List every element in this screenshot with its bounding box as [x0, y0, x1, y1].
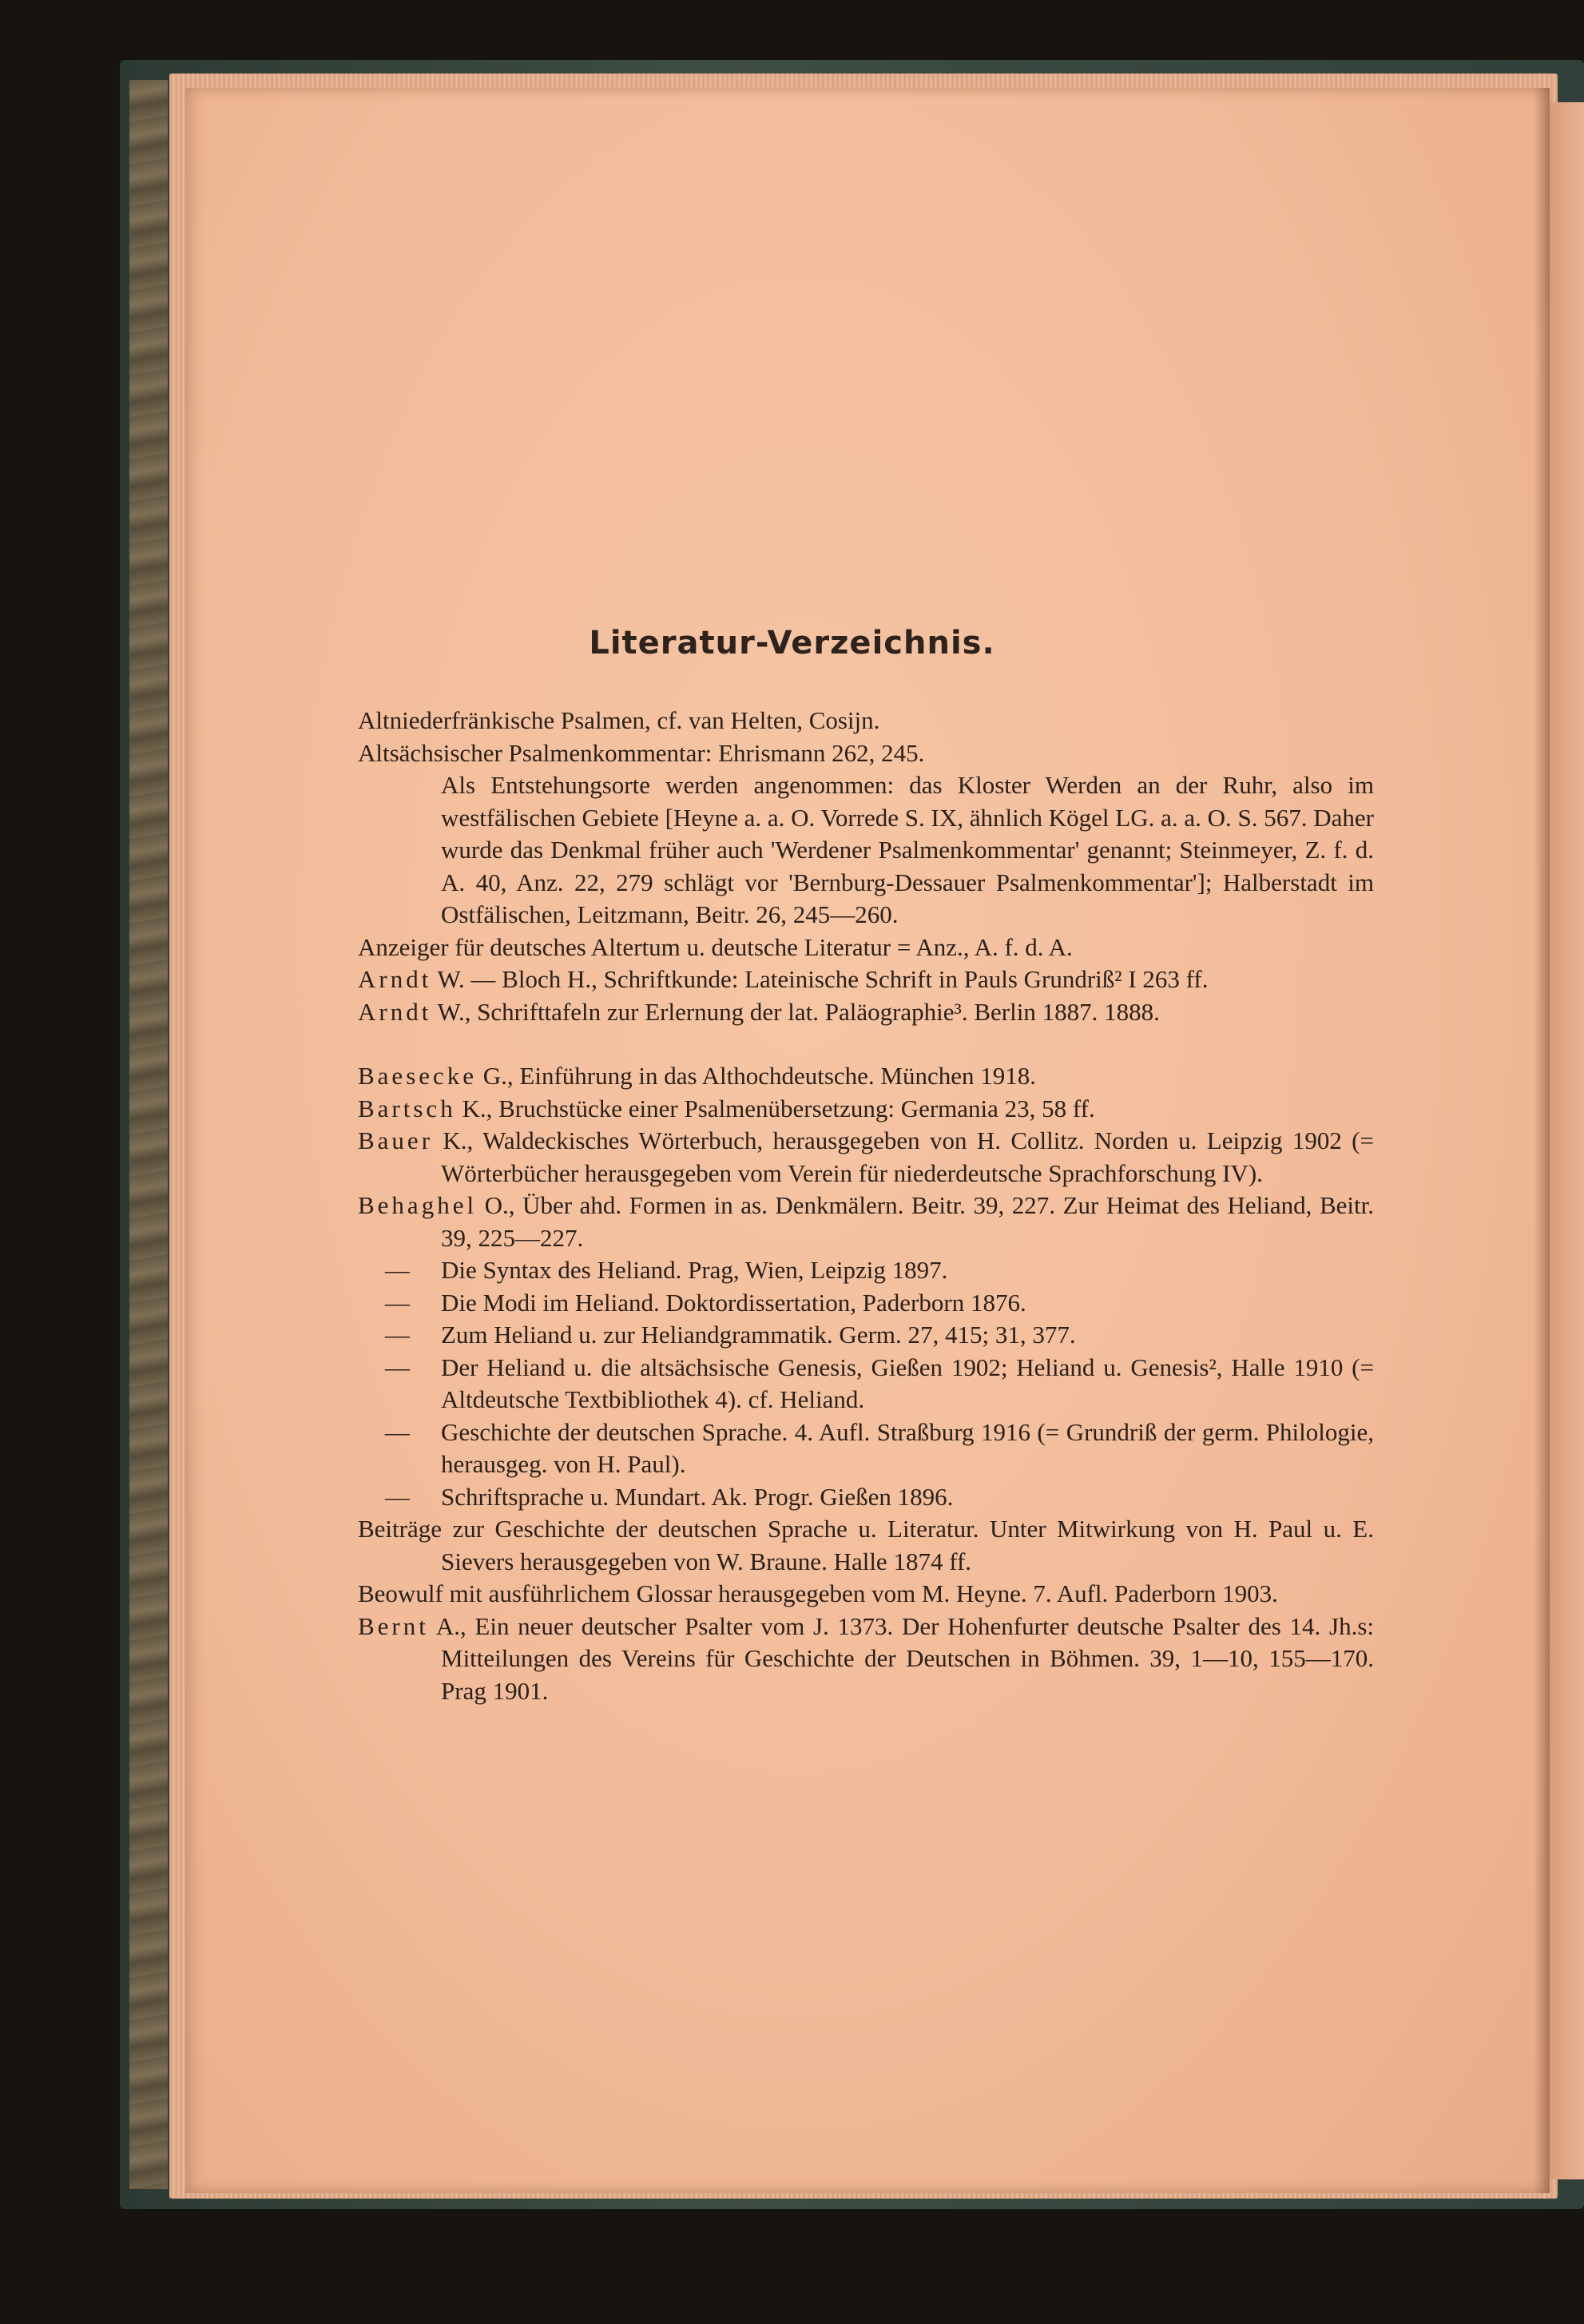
subentry-text: Schriftsprache u. Mundart. Ak. Progr. Gießen 1896. [441, 1482, 954, 1511]
ditto-dash: — [385, 1288, 410, 1317]
bib-entry [358, 1060, 1374, 1093]
bib-entry [358, 963, 1374, 996]
entry-text: A., Ein neuer deutscher Psalter vom J. 1373. Der Hohenfurter deutsche Psalter des 14. Jh.s: Mitteilungen des Vereins für Geschichte der Deutschen in Böhmen. 39, 1—10, 155—170. Prag 1901. [428, 1611, 1374, 1705]
subentry-text: Die Modi im Heliand. Doktordissertation, Paderborn 1876. [441, 1288, 1026, 1317]
bib-entry [358, 1190, 1374, 1254]
entry-text: Altniederfränkische Psalmen, cf. van Helten, Cosijn. [358, 706, 880, 734]
ditto-dash: — [385, 1482, 410, 1511]
entry-text: Beowulf mit ausführlichem Glossar herausgegeben vom M. Heyne. 7. Aufl. Paderborn 1903. [358, 1579, 1278, 1607]
entry-text: K., Waldeckisches Wörterbuch, herausgegeben von H. Collitz. Norden u. Leipzig 1902 (= Wörterbücher herausgegeben vom Verein für niederdeutsche Sprachforschung IV). [433, 1126, 1374, 1187]
gutter-shadow [1534, 88, 1550, 2193]
entry-text: O., Über ahd. Formen in as. Denkmälern. Beitr. 39, 227. Zur Heimat des Heliand, Beitr. 39, 225—227. [441, 1191, 1374, 1252]
bib-subentry [358, 1287, 1374, 1320]
author-name: Baesecke [358, 1062, 478, 1090]
entry-text: K., Bruchstücke einer Psalmenübersetzung: Germania 23, 58 ff. [455, 1094, 1095, 1122]
bib-entry [358, 1611, 1374, 1708]
subentry-text: Der Heliand u. die altsächsische Genesis, Gießen 1902; Heliand u. Genesis², Halle 1910 (= Altdeutsche Textbibliothek 4). cf. Heliand. [441, 1353, 1374, 1413]
ditto-dash: — [385, 1353, 410, 1381]
bib-entry [358, 1513, 1374, 1578]
subentry-text: Zum Heliand u. zur Heliandgrammatik. Germ. 27, 415; 31, 377. [441, 1321, 1076, 1349]
entry-text: W. — Bloch H., Schriftkunde: Lateinische Schrift in Pauls Grundriß² I 263 ff. [431, 965, 1209, 993]
author-name: Arndt [358, 997, 432, 1026]
entry-note: Als Entstehungsorte werden angenommen: das Kloster Werden an der Ruhr, also im westfälischen Gebiete [Heyne a. a. O. Vorrede S. IX, ähnlich Kögel LG. a. a. O. S. 567. Daher wurde das Denkmal früher auch 'Werdener Psalmenkommentar' genannt; Steinmeyer, Z. f. d. A. 40, Anz. 22, 279 schlägt vor 'Bernburg-Dessauer Psalmenkommentar']; Halberstadt im Ostfälischen, Leitzmann, Beitr. 26, 245—260. [441, 771, 1374, 928]
entry-text: Beiträge zur Geschichte der deutschen Sprache u. Literatur. Unter Mitwirkung von H. Paul u. E. Sievers herausgegeben von W. Braune. Halle 1874 ff. [358, 1515, 1374, 1575]
bib-entry [358, 1093, 1374, 1126]
author-name: Bartsch [358, 1094, 456, 1122]
bib-subentry [358, 1416, 1374, 1481]
bib-subentry [358, 1352, 1374, 1416]
entry-text: Anzeiger für deutsches Altertum u. deutsche Literatur = Anz., A. f. d. A. [358, 932, 1073, 961]
entry-text: W., Schrifttafeln zur Erlernung der lat. Paläographie³. Berlin 1887. 1888. [431, 997, 1160, 1026]
bib-entry [358, 1578, 1374, 1611]
subentry-text: Geschichte der deutschen Sprache. 4. Aufl. Straßburg 1916 (= Grundriß der germ. Philologie, herausgeg. von H. Paul). [441, 1417, 1374, 1478]
bib-entry [358, 705, 1374, 737]
bib-entry [358, 932, 1374, 964]
ditto-dash: — [385, 1256, 410, 1284]
subentry-text: Die Syntax des Heliand. Prag, Wien, Leipzig 1897. [441, 1256, 948, 1284]
bib-subentry [358, 1319, 1374, 1352]
facing-page-edge [1548, 102, 1584, 2179]
bib-entry [358, 996, 1374, 1029]
bibliography [358, 705, 1374, 1707]
page-title: Literatur-Verzeichnis. [589, 625, 995, 661]
bib-entry [358, 1125, 1374, 1190]
entry-text: Altsächsischer Psalmenkommentar: Ehrismann 262, 245. [358, 738, 925, 767]
ditto-dash: — [385, 1321, 410, 1349]
bib-entry [358, 737, 1374, 770]
author-name: Behaghel [358, 1191, 478, 1219]
bib-subentry [358, 1481, 1374, 1514]
book-spine [129, 80, 168, 2189]
author-name: Arndt [358, 965, 432, 993]
bib-subentry [358, 1254, 1374, 1287]
author-name: Bernt [358, 1611, 429, 1640]
entry-text: G., Einführung in das Althochdeutsche. München 1918. [477, 1062, 1037, 1090]
author-name: Bauer [358, 1126, 434, 1154]
ditto-dash: — [385, 1417, 410, 1446]
